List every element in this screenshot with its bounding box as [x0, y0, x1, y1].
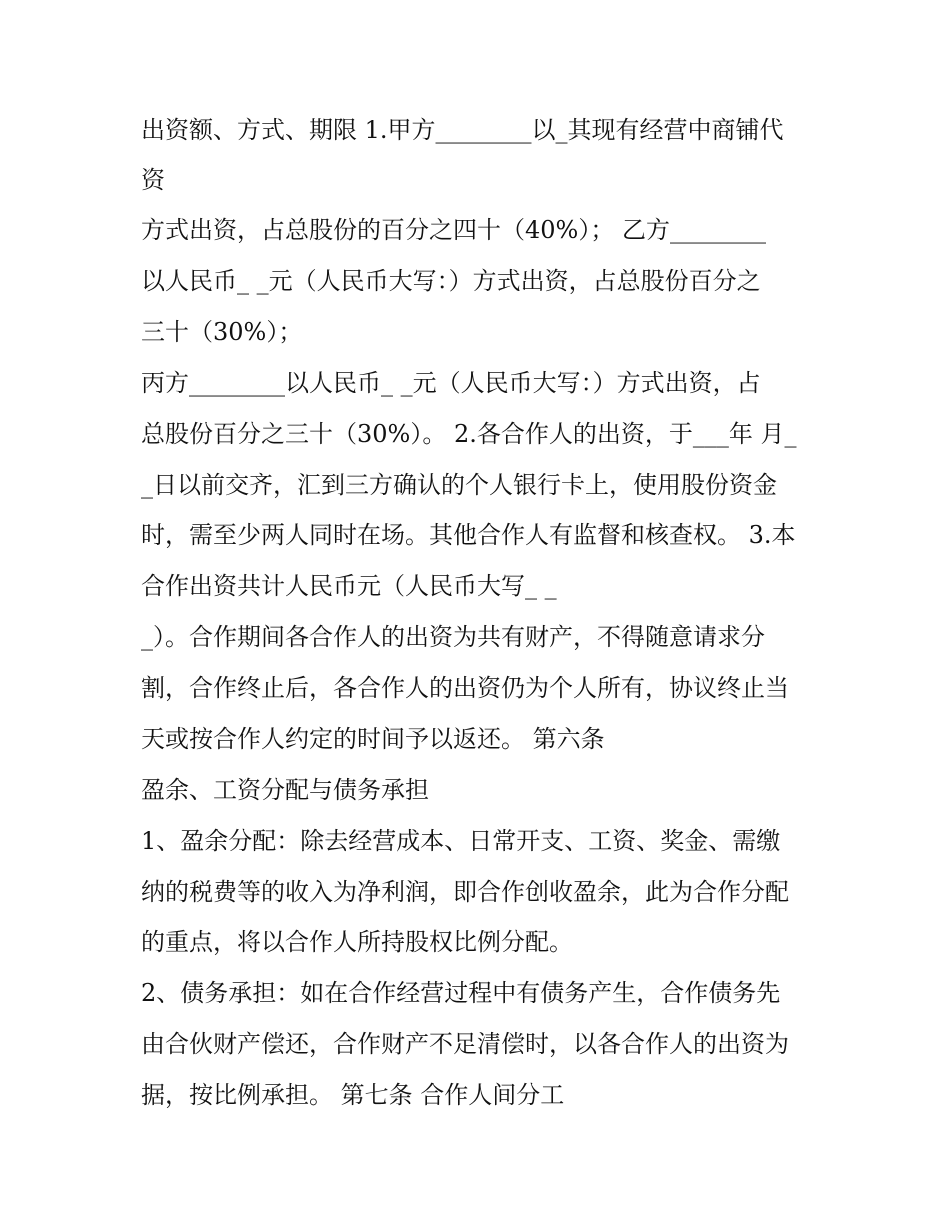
text-line-3: 方式出资，占总股份的百分之四十（40%）； 乙方________ [141, 216, 766, 244]
text-line-2: 资 [141, 166, 165, 194]
text-line-6: 丙方________以人民币_ _元（人民币大写：）方式出资，占 [141, 369, 761, 397]
text-line-11: _）。合作期间各合作人的出资为共有财产，不得随意请求分 [141, 623, 765, 651]
text-line-17: 的重点，将以合作人所持股权比例分配。 [141, 928, 573, 956]
text-line-8: _日以前交齐，汇到三方确认的个人银行卡上，使用股份资金 [141, 471, 777, 499]
text-line-15: 1、盈余分配：除去经营成本、日常开支、工资、奖金、需缴 [141, 827, 781, 855]
text-line-16: 纳的税费等的收入为净利润，即合作创收盈余，此为合作分配 [141, 878, 789, 906]
text-line-14: 盈余、工资分配与债务承担 [141, 776, 429, 804]
text-line-7: 总股份百分之三十（30%）。 2.各合作人的出资，于___年 月_ [141, 420, 797, 448]
text-line-18: 2、债务承担：如在合作经营过程中有债务产生，合作债务先 [141, 979, 781, 1007]
text-line-5: 三十（30%）； [141, 318, 303, 346]
text-line-1: 出资额、方式、期限 1.甲方________以_其现有经营中商铺代 [141, 116, 784, 144]
text-line-13: 天或按合作人约定的时间予以返还。 第六条 [141, 725, 605, 753]
text-line-10: 合作出资共计人民币元（人民币大写_ _ [141, 572, 557, 600]
text-line-20: 据，按比例承担。 第七条 合作人间分工 [141, 1081, 565, 1109]
text-line-4: 以人民币_ _元（人民币大写：）方式出资，占总股份百分之 [141, 267, 761, 295]
text-line-9: 时，需至少两人同时在场。其他合作人有监督和核查权。 3.本 [141, 521, 796, 549]
text-line-12: 割，合作终止后，各合作人的出资仍为个人所有，协议终止当 [141, 674, 789, 702]
text-line-19: 由合伙财产偿还，合作财产不足清偿时，以各合作人的出资为 [141, 1030, 789, 1058]
